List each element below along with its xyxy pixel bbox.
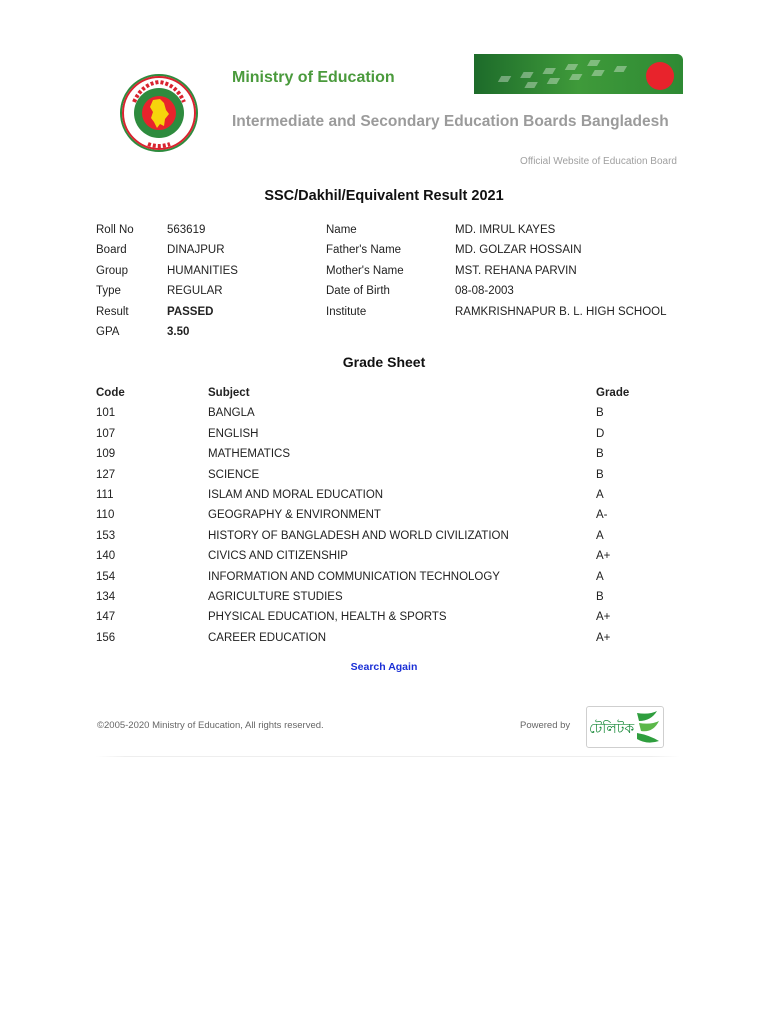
mother-label: Mother's Name (326, 264, 404, 277)
subject-grade: B (596, 590, 604, 603)
subject-code: 111 (96, 488, 114, 501)
subject-grade: A (596, 488, 604, 501)
result-label: Result (96, 305, 129, 318)
type-label: Type (96, 285, 121, 298)
subject-code: 107 (96, 427, 116, 440)
table-row (96, 588, 686, 608)
gpa-value: 3.50 (167, 325, 190, 338)
subject-code: 134 (96, 590, 116, 603)
subject-name: CAREER EDUCATION (208, 631, 326, 644)
institute-label: Institute (326, 305, 367, 318)
teletalk-logo-text: টেলিটক (589, 721, 635, 737)
subject-name: GEOGRAPHY & ENVIRONMENT (208, 509, 381, 522)
dob-label: Date of Birth (326, 285, 390, 298)
father-value: MD. GOLZAR HOSSAIN (455, 244, 582, 257)
name-label: Name (326, 224, 357, 236)
board-value: DINAJPUR (167, 244, 225, 257)
subject-name: ISLAM AND MORAL EDUCATION (208, 488, 384, 501)
group-label: Group (96, 264, 128, 277)
official-website-text: Official Website of Education Board (520, 156, 677, 167)
mother-value: MST. REHANA PARVIN (455, 264, 577, 277)
table-row (96, 445, 686, 465)
student-info (96, 221, 686, 343)
dob-value: 08-08-2003 (455, 285, 514, 298)
table-row (96, 527, 686, 547)
result-value: PASSED (167, 305, 214, 318)
subject-grade: A (596, 529, 604, 542)
roll-label: Roll No (96, 224, 134, 236)
gpa-label: GPA (96, 325, 120, 338)
government-seal-icon (120, 72, 198, 154)
subject-grade: A+ (596, 611, 611, 624)
roll-value: 563619 (167, 224, 206, 236)
table-row (96, 506, 686, 526)
grade-header: Grade (596, 387, 630, 399)
result-title: SSC/Dakhil/Equivalent Result 2021 (264, 188, 504, 204)
subject-code: 147 (96, 611, 116, 624)
subject-code: 109 (96, 448, 116, 461)
subject-name: CIVICS AND CITIZENSHIP (208, 550, 348, 563)
subject-name: SCIENCE (208, 468, 260, 481)
board-label: Board (96, 244, 127, 257)
subject-header: Subject (208, 387, 250, 399)
subject-name: HISTORY OF BANGLADESH AND WORLD CIVILIZATION (208, 529, 509, 542)
subject-grade: D (596, 427, 605, 440)
name-value: MD. IMRUL KAYES (455, 224, 556, 236)
info-row (96, 262, 686, 282)
footer-divider (96, 756, 680, 757)
subject-name: AGRICULTURE STUDIES (208, 590, 343, 603)
ministry-title: Ministry of Education (232, 69, 395, 86)
board-title: Intermediate and Secondary Education Boards Bangladesh (232, 113, 669, 130)
table-row (96, 547, 686, 567)
powered-by-text: Powered by (520, 720, 571, 731)
subject-grade: B (596, 448, 604, 461)
info-row (96, 241, 686, 261)
search-again-link[interactable]: Search Again (350, 661, 418, 673)
subject-code: 127 (96, 468, 116, 481)
subject-grade: A+ (596, 550, 611, 563)
code-header: Code (96, 387, 125, 399)
table-row (96, 608, 686, 628)
info-row (96, 221, 686, 241)
subject-code: 140 (96, 550, 116, 563)
subject-grade: A (596, 570, 604, 583)
subject-name: BANGLA (208, 407, 255, 420)
subject-name: PHYSICAL EDUCATION, HEALTH & SPORTS (208, 611, 447, 624)
grade-sheet-title: Grade Sheet (342, 354, 426, 370)
table-row (96, 486, 686, 506)
group-value: HUMANITIES (167, 264, 238, 277)
grade-table-header (96, 384, 686, 404)
subject-code: 154 (96, 570, 116, 583)
header-banner-flag-icon (474, 54, 683, 94)
table-row (96, 425, 686, 445)
subject-code: 101 (96, 407, 116, 420)
info-row (96, 303, 686, 323)
father-label: Father's Name (326, 244, 402, 257)
subject-code: 153 (96, 529, 116, 542)
info-row (96, 282, 686, 302)
table-row (96, 466, 686, 486)
subject-name: MATHEMATICS (208, 448, 290, 461)
subject-grade: A- (596, 509, 608, 522)
subject-grade: A+ (596, 631, 611, 644)
copyright-text: ©2005-2020 Ministry of Education, All rights reserved. (97, 720, 324, 731)
info-row (96, 323, 686, 343)
institute-value: RAMKRISHNAPUR B. L. HIGH SCHOOL (455, 305, 667, 318)
subject-name: ENGLISH (208, 427, 259, 440)
type-value: REGULAR (167, 285, 223, 298)
table-row (96, 629, 686, 649)
subject-code: 110 (96, 509, 115, 522)
teletalk-logo[interactable] (586, 706, 664, 748)
subject-name: INFORMATION AND COMMUNICATION TECHNOLOGY (208, 570, 500, 583)
table-row (96, 568, 686, 588)
subject-code: 156 (96, 631, 116, 644)
teletalk-logo-icon (587, 707, 663, 747)
grade-table (96, 384, 686, 649)
subject-grade: B (596, 407, 604, 420)
table-row (96, 404, 686, 424)
subject-grade: B (596, 468, 604, 481)
